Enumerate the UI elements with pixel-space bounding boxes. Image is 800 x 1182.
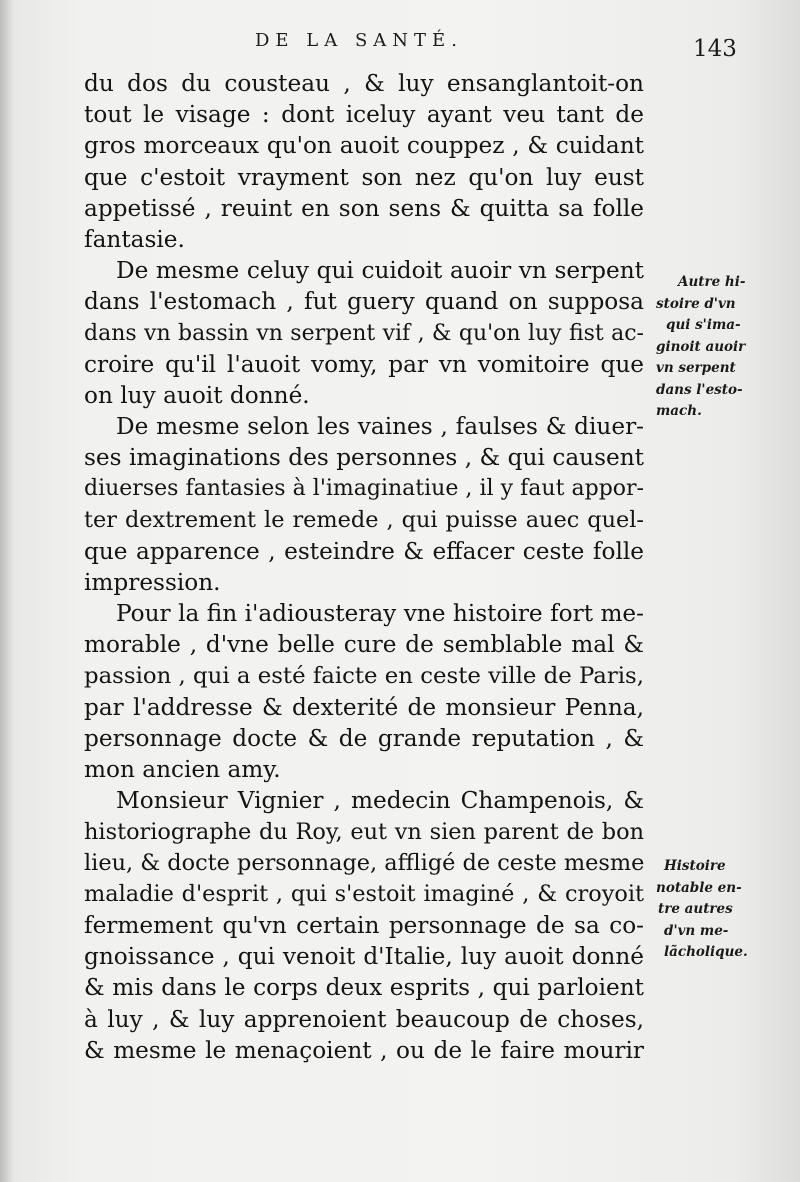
note-line: qui s'ima- <box>666 317 741 333</box>
note-line: Autre hi- <box>678 274 746 290</box>
note-line: notable en- <box>656 879 742 896</box>
paragraph-start-line: De mesme celuy qui cuidoit auoir vn serpent <box>116 257 644 285</box>
note-line: ginoit auoir <box>656 338 746 355</box>
paragraph-start-line: Monsieur Vignier , medecin Champenois, & <box>116 787 644 815</box>
text-line: ses imaginations des personnes , & qui causent <box>84 444 644 472</box>
paragraph-start-line: Pour la fin i'adiousteray vne histoire fort me- <box>116 600 644 628</box>
text-line: par l'addresse & dexterité de monsieur Penna, <box>84 693 644 721</box>
text-line: dans vn bassin vn serpent vif , & qu'on luy fist ac- <box>84 320 644 346</box>
text-line: passion , qui a esté faicte en ceste ville de Paris, <box>84 662 644 689</box>
note-line: stoire d'vn <box>656 295 736 312</box>
text-line: tout le visage : dont iceluy ayant veu tant de <box>84 101 644 129</box>
text-line: que apparence , esteindre & effacer ceste folle <box>84 537 644 565</box>
text-line: & mesme le menaçoient , ou de le faire mourir <box>84 1036 644 1064</box>
margin-note-histoire <box>656 856 784 964</box>
text-line: à luy , & luy apprenoient beaucoup de choses, <box>84 1005 644 1033</box>
text-line: & mis dans le corps deux esprits , qui parloient <box>84 974 644 1002</box>
note-line: d'vn me- <box>664 922 729 939</box>
text-line: du dos du cousteau , & luy ensanglantoit-on <box>84 70 644 97</box>
text-line: historiographe du Roy, eut vn sien parent de bon <box>84 818 644 845</box>
margin-note-serpent <box>656 272 776 423</box>
text-line: lieu, & docte personnage, affligé de ceste mesme <box>84 849 645 876</box>
text-line: diuerses fantasies à l'imaginatiue , il y faut appor- <box>84 476 644 502</box>
text-line: ter dextrement le remede , qui puisse auec quel- <box>84 506 644 533</box>
paragraph-start-line: De mesme selon les vaines , faulses & diuer- <box>116 413 644 441</box>
text-line: croire qu'il l'auoit vomy, par vn vomitoire que <box>84 350 644 378</box>
text-line: personnage docte & de grande reputation , & <box>84 724 644 752</box>
text-line: gros morceaux qu'on auoit couppez , & cuidant <box>84 132 644 160</box>
text-line: morable , d'vne belle cure de semblable mal & <box>84 631 644 659</box>
text-line: fantasie. <box>84 225 185 253</box>
running-title: DE LA SANTÉ. <box>255 30 463 51</box>
text-line: on luy auoit donné. <box>84 381 310 409</box>
note-line: tre autres <box>658 901 733 917</box>
text-line: que c'estoit vrayment son nez qu'on luy eust <box>84 163 644 191</box>
note-line: mach. <box>656 403 702 419</box>
text-line: impression. <box>84 569 221 596</box>
body-text <box>84 68 644 1066</box>
text-line: dans l'estomach , fut guery quand on supposa <box>84 288 644 316</box>
text-line: fermement qu'vn certain personnage de sa co- <box>84 912 644 940</box>
note-line: vn serpent <box>656 360 736 376</box>
text-line: maladie d'esprit , qui s'estoit imaginé , & croyoit <box>84 880 644 907</box>
text-line: appetissé , reuint en son sens & quitta sa folle <box>84 194 644 222</box>
text-line: gnoissance , qui venoit d'Italie, luy auoit donné <box>84 943 644 971</box>
text-line: mon ancien amy. <box>84 756 281 784</box>
note-line: lãcholique. <box>664 944 748 960</box>
note-line: Histoire <box>664 858 726 874</box>
page-number: 143 <box>693 36 737 62</box>
note-line: dans l'esto- <box>656 381 743 398</box>
